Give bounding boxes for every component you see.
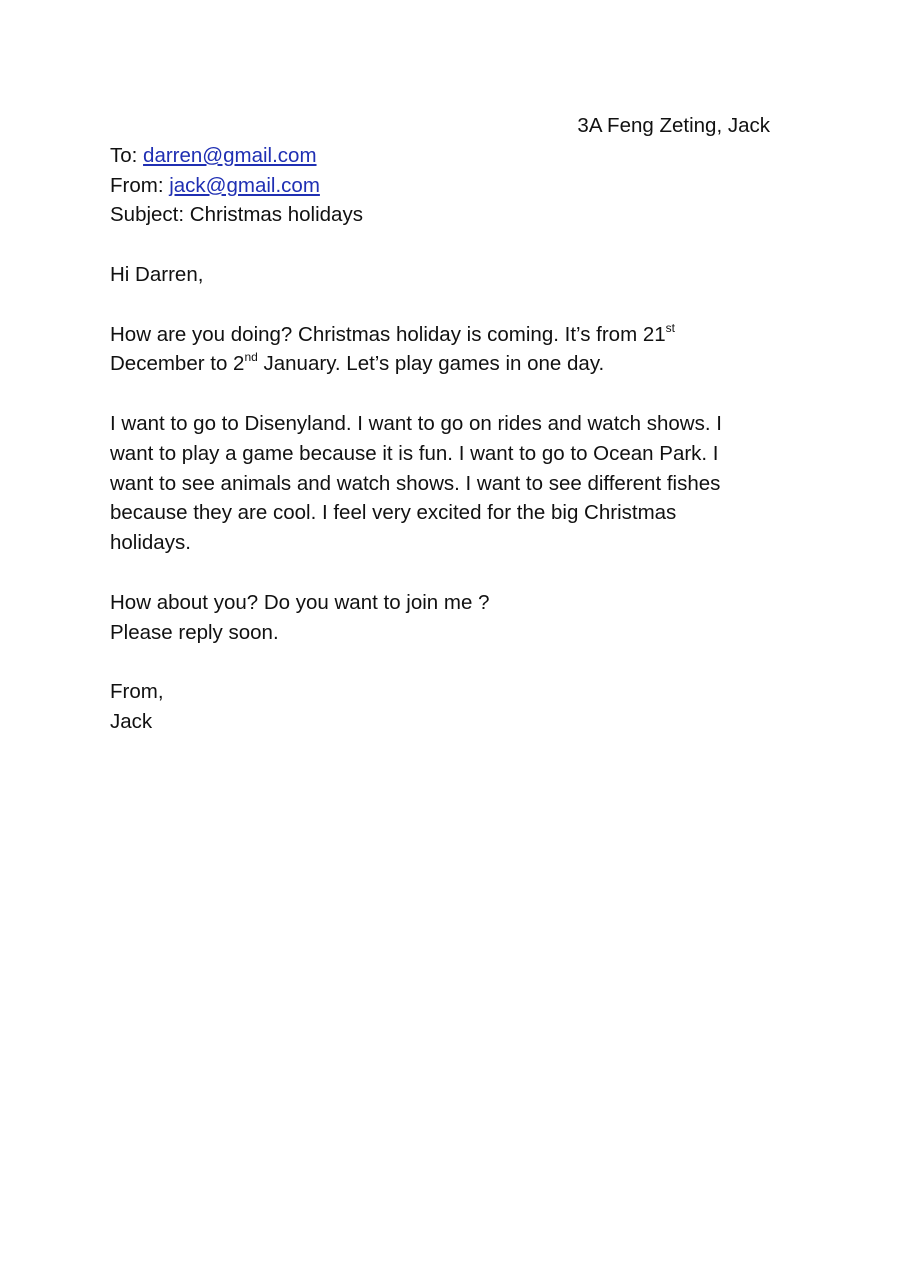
closing-line-1: How about you? Do you want to join me ? (110, 590, 490, 614)
intro-text-3: January. Let’s play games in one day. (257, 352, 605, 376)
signoff-line-1: From, (110, 680, 164, 704)
email-header (110, 141, 790, 230)
paragraph-plans (110, 409, 790, 558)
plans-line-4: because they are cool. I feel very excited for the big Christmas (110, 501, 677, 525)
paragraph-closing (110, 588, 790, 648)
from-line (110, 171, 790, 201)
paragraph-intro-line-1 (110, 320, 790, 350)
signoff-name: Jack (110, 709, 153, 733)
subject-label: Subject: (110, 203, 190, 227)
intro-text-1: How are you doing? Christmas holiday is coming. It’s from 21 (110, 322, 666, 346)
ordinal-suffix-st: st (665, 320, 675, 335)
plans-line-5: holidays. (110, 531, 191, 555)
to-line (110, 141, 790, 171)
greeting: Hi Darren, (110, 262, 204, 286)
plans-line-2: want to play a game because it is fun. I want to go to Ocean Park. I (110, 441, 719, 465)
from-email-link[interactable]: jack@gmail.com (169, 173, 320, 197)
signoff (110, 677, 790, 737)
intro-text-2: December to 2 (110, 352, 245, 376)
from-label: From: (110, 173, 170, 197)
author-name: 3A Feng Zeting, Jack (577, 114, 770, 137)
to-label: To: (110, 143, 144, 167)
subject-line (110, 200, 790, 230)
paragraph-intro (110, 320, 790, 380)
subject-text: Christmas holidays (189, 203, 363, 227)
ordinal-suffix-nd: nd (244, 350, 258, 365)
letter-body (110, 111, 790, 767)
closing-line-2: Please reply soon. (110, 620, 279, 644)
plans-line-1: I want to go to Disenyland. I want to go on rides and watch shows. I (110, 411, 722, 435)
paragraph-intro-line-2 (110, 349, 790, 379)
plans-line-3: want to see animals and watch shows. I want to see different fishes (110, 471, 721, 495)
to-email-link[interactable]: darren@gmail.com (143, 143, 317, 167)
